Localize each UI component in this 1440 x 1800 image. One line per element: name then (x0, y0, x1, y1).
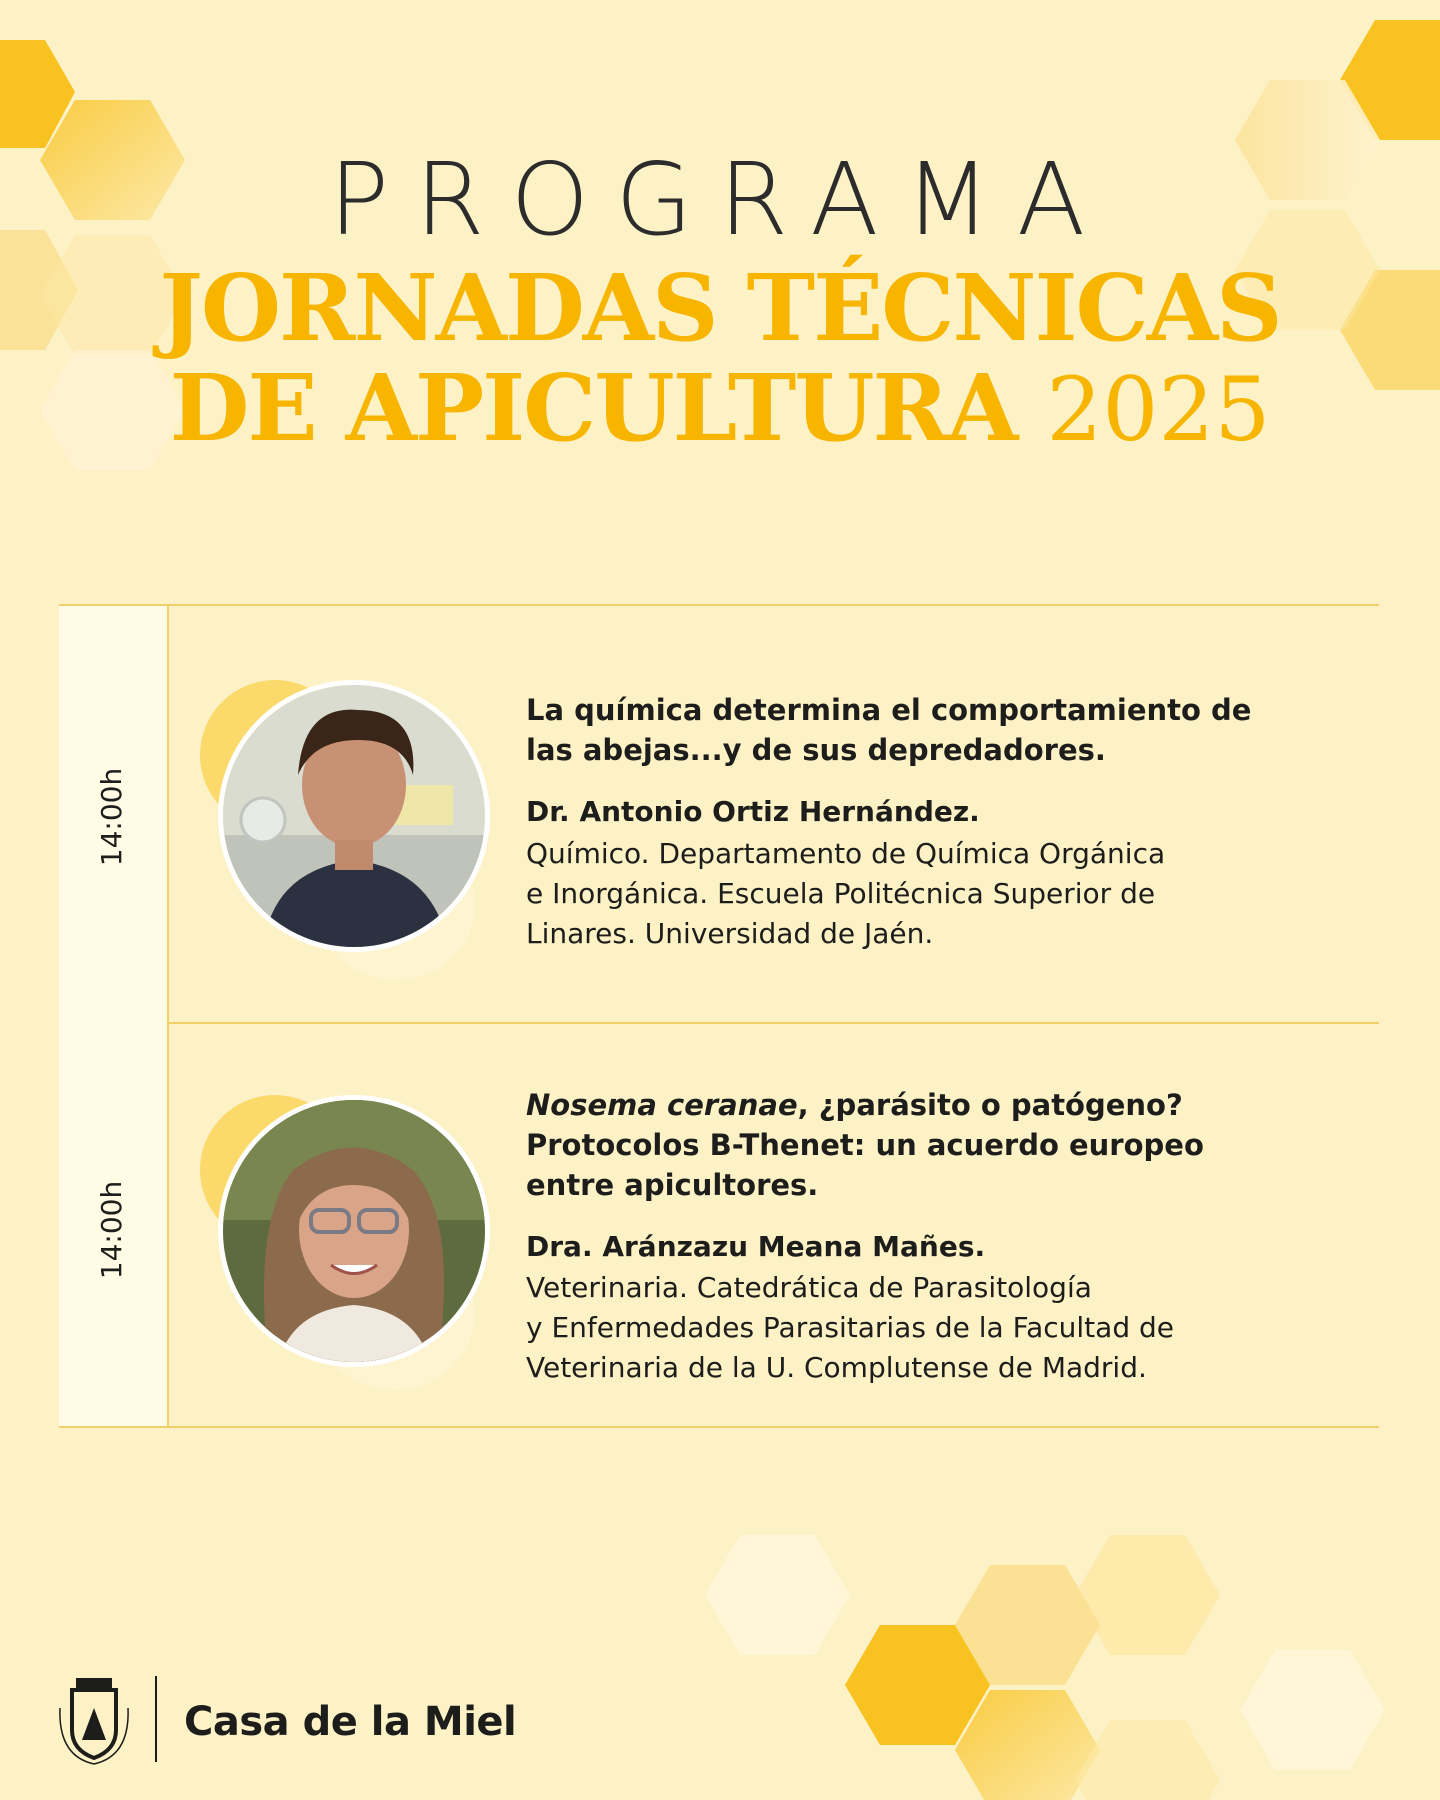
session-1-bio-line: Químico. Departamento de Química Orgánica (526, 837, 1166, 870)
session-1-bio (526, 834, 1286, 954)
session-1-time: 14:00h (95, 767, 128, 867)
session-2-title-line2: Protocolos B-Thenet: un acuerdo europeo (526, 1128, 1204, 1162)
session-2-title-italic: Nosema ceranae (526, 1088, 798, 1122)
session-1-bio-line: e Inorgánica. Escuela Politécnica Superior de (526, 877, 1156, 910)
session-2-title (526, 1085, 1286, 1205)
session-2-bio (526, 1268, 1286, 1388)
cabildo-tenerife-seal (54, 1668, 134, 1772)
organization-name: Casa de la Miel (184, 1699, 517, 1745)
session-2-speaker: Dra. Aránzazu Meana Mañes. (526, 1230, 986, 1263)
event-year: 2025 (1046, 358, 1271, 461)
session-2-time: 14:00h (95, 1180, 128, 1280)
time-column-separator (167, 604, 169, 1428)
time-column (59, 606, 168, 1426)
footer-divider (155, 1676, 157, 1762)
divider-bottom (59, 1426, 1379, 1428)
session-2-title-line3: entre apicultores. (526, 1168, 819, 1202)
divider-top (59, 604, 1379, 606)
session-2-bio-line: y Enfermedades Parasitarias de la Facultad de (526, 1311, 1174, 1344)
event-title-line1: JORNADAS TÉCNICAS (159, 254, 1281, 362)
program-label: PROGRAMA (328, 141, 1112, 258)
speaker-1-photo (218, 680, 490, 952)
event-title-line2 (0, 354, 1440, 462)
session-2-title-rest: , ¿parásito o patógeno? (797, 1088, 1183, 1122)
event-title-main: DE APICULTURA (169, 354, 1017, 462)
speaker-2-photo (218, 1095, 490, 1367)
session-1-title: La química determina el comportamiento de las abejas...y de sus depredadores. (526, 693, 1252, 767)
divider-middle (59, 1022, 1379, 1024)
session-2-bio-line: Veterinaria. Catedrática de Parasitología (526, 1271, 1092, 1304)
session-1-bio-line: Linares. Universidad de Jaén. (526, 917, 934, 950)
session-2-bio-line: Veterinaria de la U. Complutense de Madrid. (526, 1351, 1147, 1384)
session-1-speaker: Dr. Antonio Ortiz Hernández. (526, 795, 980, 828)
